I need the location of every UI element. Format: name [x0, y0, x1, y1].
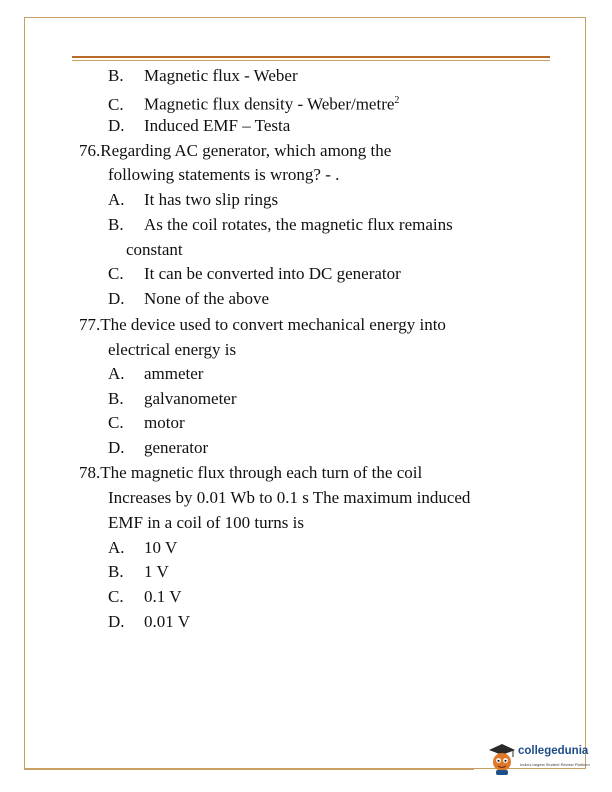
question-number: 76. — [79, 141, 101, 160]
option-78-b: B. 1 V — [108, 562, 169, 581]
option-text: Magnetic flux density - Weber/metre — [144, 94, 395, 114]
header-rule — [72, 56, 550, 58]
question-78-stem-cont: Increases by 0.01 Wb to 0.1 s The maximum induced — [108, 488, 471, 507]
question-text: Regarding AC generator, which among the — [100, 141, 392, 160]
option-78-c: C. 0.1 V — [108, 587, 182, 606]
option-letter: B. — [108, 66, 124, 85]
option-76-b-cont: constant — [126, 240, 183, 259]
header-rule-thin — [72, 60, 550, 61]
collegedunia-logo — [488, 742, 610, 782]
option-78-d: D. 0.01 V — [108, 612, 190, 631]
logo-tagline: India's largest Student Review Platform — [520, 762, 590, 767]
option-text: Induced EMF – Testa — [144, 116, 291, 135]
question-76-stem-cont: following statements is wrong? - . — [108, 165, 340, 184]
option-letter: C. — [108, 94, 124, 114]
option-77-d: D. generator — [108, 438, 209, 457]
option-75-c — [108, 91, 399, 115]
question-78-stem-cont2: EMF in a coil of 100 turns is — [108, 513, 304, 532]
question-77-stem: 77.The device used to convert mechanical energy into — [79, 315, 446, 334]
option-75-b — [108, 66, 298, 86]
option-77-a: A. ammeter — [108, 364, 204, 383]
option-76-b: B. As the coil rotates, the magnetic flux remains — [108, 215, 453, 234]
option-77-c: C. motor — [108, 413, 185, 432]
logo-wordmark: collegedunia — [518, 745, 589, 757]
option-76-c: C. It can be converted into DC generator — [108, 264, 401, 283]
option-78-a: A. 10 V — [108, 538, 178, 557]
option-77-b: B. galvanometer — [108, 389, 237, 408]
graduate-mascot-icon — [488, 742, 516, 776]
question-78-stem: 78.The magnetic flux through each turn of the coil — [79, 463, 423, 482]
option-76-a: A. It has two slip rings — [108, 190, 279, 209]
question-76-stem — [79, 141, 391, 161]
question-77-stem-cont: electrical energy is — [108, 340, 237, 359]
option-letter: D. — [108, 116, 125, 135]
superscript: 2 — [394, 95, 400, 106]
option-75-d — [108, 116, 290, 136]
option-76-d: D. None of the above — [108, 289, 270, 308]
footer-rule — [24, 769, 474, 770]
option-text: Magnetic flux - Weber — [144, 66, 298, 85]
